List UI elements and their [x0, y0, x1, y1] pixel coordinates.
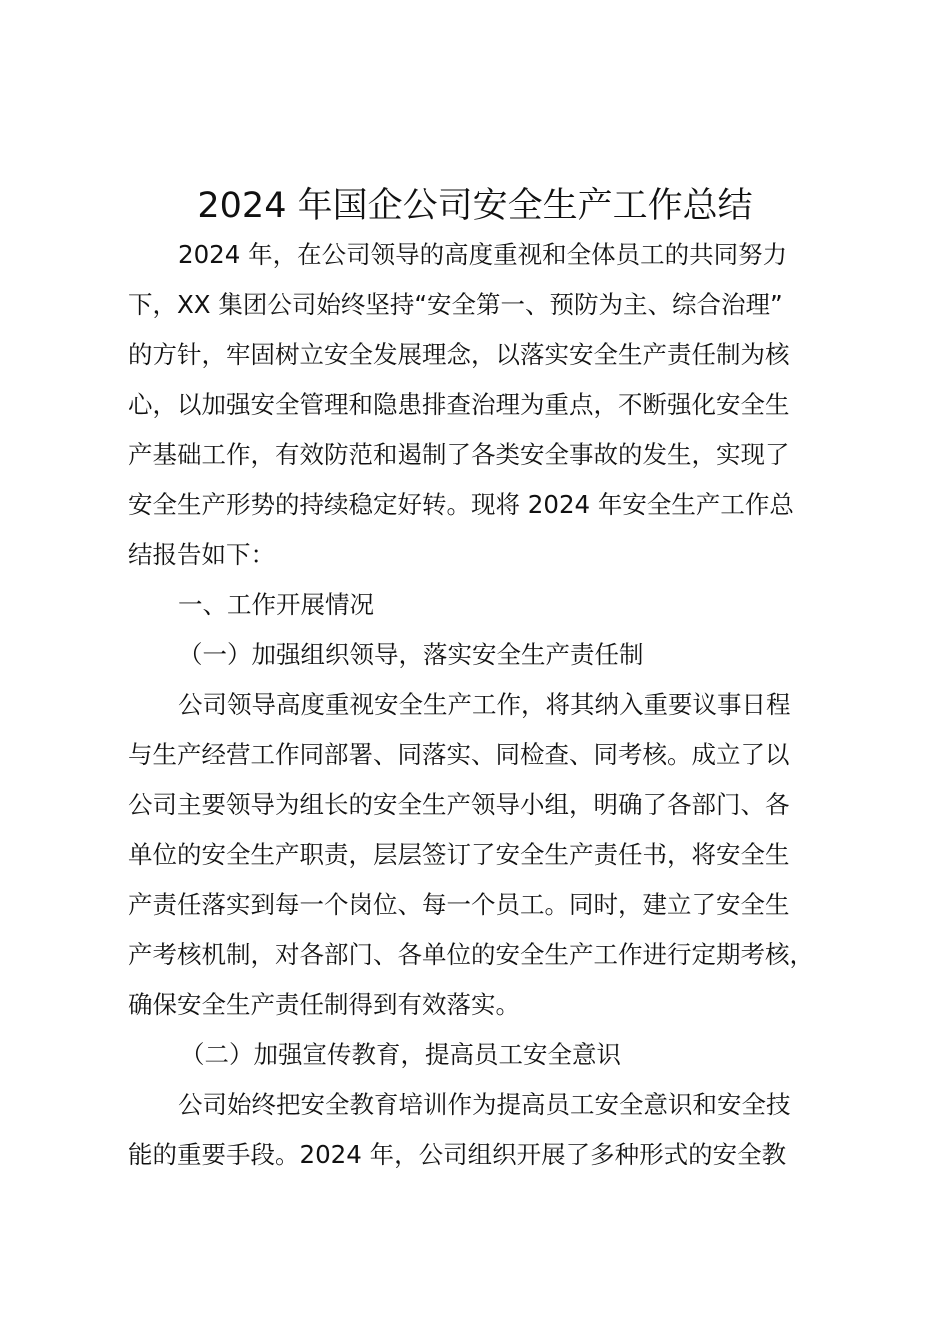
paragraph-line: 下，XX 集团公司始终坚持“安全第一、预防为主、综合治理”: [128, 290, 783, 319]
section-heading: 一、工作开展情况: [178, 590, 374, 619]
paragraph-line: 单位的安全生产职责，层层签订了安全生产责任书，将安全生: [128, 840, 790, 869]
paragraph-line: 产责任落实到每一个岗位、每一个员工。同时，建立了安全生: [128, 890, 790, 919]
paragraph-line: 产考核机制，对各部门、各单位的安全生产工作进行定期考核，: [128, 940, 814, 969]
paragraph-line: 公司始终把安全教育培训作为提高员工安全意识和安全技: [178, 1090, 791, 1119]
paragraph-line: 能的重要手段。2024 年，公司组织开展了多种形式的安全教: [128, 1140, 787, 1169]
paragraph-line: 的方针，牢固树立安全发展理念，以落实安全生产责任制为核: [128, 340, 790, 369]
paragraph-line: 2024 年，在公司领导的高度重视和全体员工的共同努力: [178, 240, 788, 269]
subsection-heading: （二）加强宣传教育，提高员工安全意识: [180, 1040, 621, 1069]
paragraph-line: 产基础工作，有效防范和遏制了各类安全事故的发生，实现了: [128, 440, 790, 469]
document-body: [128, 230, 868, 1180]
document-title: 2024 年国企公司安全生产工作总结: [197, 186, 753, 226]
paragraph-line: 安全生产形势的持续稳定好转。现将 2024 年安全生产工作总: [128, 490, 794, 519]
paragraph-line: 结报告如下：: [128, 540, 275, 569]
subsection-heading: （一）加强组织领导，落实安全生产责任制: [178, 640, 644, 669]
paragraph-line: 与生产经营工作同部署、同落实、同检查、同考核。成立了以: [128, 740, 790, 769]
paragraph-line: 公司领导高度重视安全生产工作，将其纳入重要议事日程: [178, 690, 791, 719]
paragraph-line: 确保安全生产责任制得到有效落实。: [128, 990, 520, 1019]
paragraph-line: 心，以加强安全管理和隐患排查治理为重点，不断强化安全生: [128, 390, 790, 419]
paragraph-line: 公司主要领导为组长的安全生产领导小组，明确了各部门、各: [128, 790, 790, 819]
